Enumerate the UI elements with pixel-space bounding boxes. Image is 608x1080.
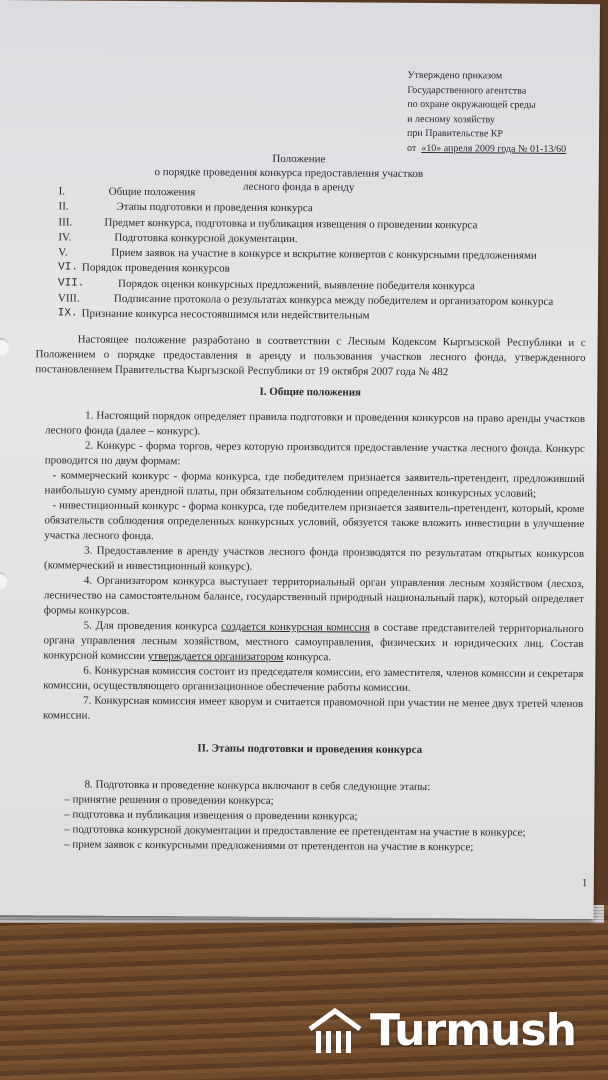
section-heading: I. Общие положения — [259, 385, 362, 399]
toc-num: VII. — [57, 277, 85, 290]
intro-paragraph: Настоящее положение разработано в соответствии с Лесным Кодексом Кыргызской Республики и с Положением о порядке предоставления в аренду и пользования участков лесного фонда, утвержденного постановлением Правительства Кыргызской Республики от 19 октября 2007 года № 482 — [35, 333, 586, 379]
toc-label: Предмет конкурса, подготовка и публикация извещения о проведении конкурса — [104, 216, 478, 231]
underlined-text: утверждается организатором — [147, 650, 284, 663]
page-number: 1 — [581, 877, 588, 890]
approval-line: по охране окружающей среды — [407, 98, 536, 111]
paragraph: 3. Предоставление в аренду участков лесного фонда производятся по результатам открытых конкурсов (коммерческий и инвестиционный конкурс). — [44, 544, 585, 573]
paragraph: 8. Подготовка и проведение конкурса включают в себя следующие этапы: — [84, 778, 431, 794]
list-item: - коммерческий конкурс - форма конкурса, где победителем признается заявитель-претендент, предложивший наибольшую сумму арендной платы, при обязательном соблюдении определенных конкурсных условий; — [44, 469, 585, 500]
section-heading: II. Этапы подготовки и проведения конкурса — [197, 742, 423, 756]
approval-date: «10» апреля 2009 года № 01-13/60 — [421, 142, 567, 155]
toc-label: Общие положения — [108, 185, 196, 199]
approval-line: и лесному хозяйству — [407, 113, 495, 125]
paragraph: 7. Конкурсная комиссия имеет кворум и считается правомочной при участии не менее двух третей членов комиссии. — [42, 694, 584, 722]
watermark-logo — [306, 1005, 576, 1056]
toc-num: VIII. — [57, 292, 80, 305]
list-item: – принятие решения о проведении конкурса; — [64, 793, 274, 807]
section-1 — [43, 408, 585, 727]
building-columns-icon — [306, 1007, 364, 1055]
section-2 — [34, 740, 585, 856]
approval-line: при Правительстве КР — [407, 127, 504, 140]
intro-block — [35, 332, 585, 402]
toc-num: V. — [58, 246, 68, 259]
toc-num: IX. — [57, 307, 78, 320]
approval-line: Государственного агентства — [407, 84, 527, 97]
toc-num: III. — [58, 216, 73, 229]
paragraph — [43, 618, 583, 667]
title-line: о порядке проведения конкурса предоставления участков — [154, 166, 424, 180]
list-item: – прием заявок с конкурсными предложениями от претендентов на участие в конкурсе; — [64, 838, 474, 854]
approval-stamp-text — [407, 69, 567, 157]
punch-hole — [0, 572, 8, 590]
toc-label: Прием заявок на участие в конкурсе и вскрытие конвертов с конкурсными предложениями — [111, 246, 537, 262]
paragraph: 2. Конкурс - форма торгов, через которую производится предоставление участка лесного фонда. Конкурс проводится по двум формам: — [44, 439, 585, 468]
title-line: лесного фонда в аренду — [242, 180, 355, 194]
toc-label: Порядок оценки конкурсных предложений, выявление победителя конкурса — [117, 277, 475, 293]
text-run: 5. Для проведения конкурса — [83, 619, 222, 633]
toc-num: II. — [58, 200, 69, 213]
toc-label: Порядок проведения конкурсов — [81, 262, 230, 276]
toc-num: I. — [58, 185, 66, 198]
text-run: в составе представителей территориального органа управления лесным хозяйством, местного самоуправления, физических и юридических лиц. Состав конкурсной комиссии — [43, 621, 584, 663]
underlined-text: создается конкурсная комиссия — [221, 620, 371, 634]
approval-line: Утверждено приказом — [407, 69, 503, 82]
approval-date-prefix: от — [406, 142, 417, 154]
toc-num: VI. — [58, 261, 78, 275]
toc-label: Подписание протокола о результатах конкурса между победителем и организатором конкурса — [113, 292, 554, 308]
list-item: – подготовка конкурсной документации и предоставление ее претендентам на участие в конкурсе; — [64, 823, 526, 839]
table-of-contents — [58, 184, 599, 325]
title-line: Положение — [272, 152, 326, 166]
punch-hole — [0, 338, 10, 356]
toc-label: Подготовка конкурсной документации. — [114, 231, 298, 245]
paragraph: 4. Организатором конкурса выступает территориальный орган управления лесным хозяйством (лесхоз, лесничество на самостоятельном балансе, государственный природный национальный парк), который определяет формы конкурсов. — [43, 574, 584, 617]
list-item: – подготовка и публикация извещения о проведении конкурса; — [64, 808, 358, 823]
paragraph: 1. Настоящий порядок определяет правила подготовки и проведения конкурсов на право аренды участков лесного фонда (далее – конкурс). — [44, 409, 586, 438]
paragraph: 6. Конкурсная комиссия состоит из председателя комиссии, его заместителя, членов комиссии и секретаря комиссии, осуществляющего организационное обеспечение работы комиссии. — [43, 664, 584, 694]
text-run: конкурса. — [283, 650, 332, 664]
list-item: - инвестиционный конкурс - форма конкурса, где победителем признается заявитель-претендент, который, кроме обязательств соблюдения определенных конкурсных условий, обязуется также вложить инвестиции в улучшение участка лесного фонда. — [44, 499, 585, 543]
toc-num: IV. — [58, 231, 72, 244]
watermark-brand: Turmush — [370, 1005, 576, 1056]
toc-label: Этапы подготовки и проведения конкурса — [116, 201, 313, 215]
toc-label: Признание конкурса несостоявшимся или недействительным — [81, 307, 370, 322]
